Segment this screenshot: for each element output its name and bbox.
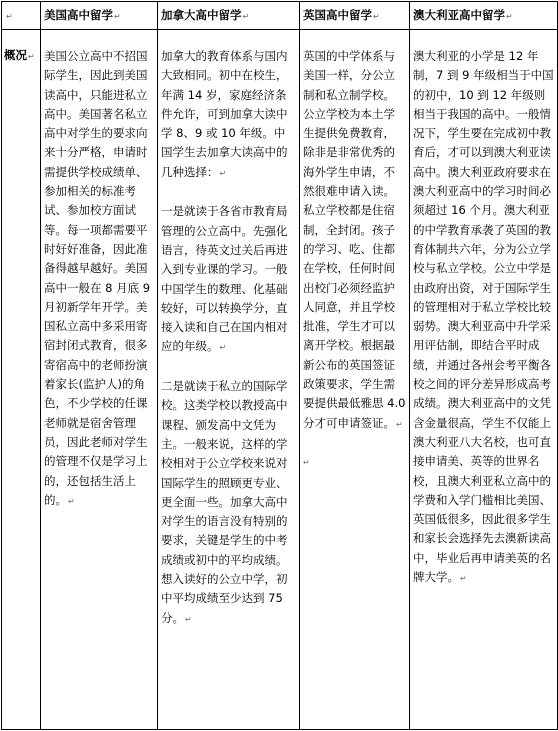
header-usa-text: 美国高中留学	[44, 8, 113, 22]
row-label-text: 概况	[4, 48, 27, 62]
row-label-overview	[2, 30, 41, 730]
header-usa	[41, 2, 158, 30]
uk-paragraph-text: 英国的中学体系与美国一样，分公立制和私立制学校。公立学校为本土学生提供免费教育，除非是非常优秀的海外学生申请，不然很难申请入读。私立学校都是住宿制，全封闭。孩子的学习、吃、住都在学校，任何时间出校门必须经监护人同意，并且学校批准，学生才可以离开学校。根据最新公布的英国签证政策要求，学生需要提供最低雅思 4.0 分才可申请签证。	[303, 49, 406, 430]
header-australia-text: 澳大利亚高中留学	[413, 8, 505, 22]
canada-paragraph-public	[161, 202, 296, 357]
corner-cell	[2, 2, 41, 30]
header-canada-text: 加拿大高中留学	[161, 8, 242, 22]
paragraph-mark: ↵	[219, 168, 227, 178]
paragraph-mark: ↵	[28, 52, 35, 61]
uk-paragraph	[303, 47, 406, 434]
cell-canada	[158, 30, 300, 730]
canada-public-text: 一是就读于各省市教育局管理的公立高中。先强化语言，待英文过关后再进入到专业课的学习。一般中国学生的数理、化基础较好，可以转换学分，直接入读和自己在国内相对应的年级。	[161, 204, 288, 354]
cell-australia	[410, 30, 558, 730]
usa-paragraph-text: 美国公立高中不招国际学生，因此到美国读高中，只能进私立高中。美国著名私立高中对学生的要求向来十分严格，申请时需提供学校成绩单、参加相关的标准考试、参加校方面试等。每一项都需要平时好好准备，因此准备得越早越好。美国高中一般在 8 月底 9 月初新学年开学。美国私立高中多采用寄宿封闭式教育，很多寄宿高中的老师扮演着家长(监护人)的角色，不少学校的任课老师就是宿舍管理员，因此老师对学生的管理不仅是学习上的，还包括生活上的。	[44, 49, 151, 507]
cell-usa	[41, 30, 158, 730]
canada-intro-text: 加拿大的教育体系与国内大致相同。初中在校生，年满 14 岁，家庭经济条件允许，可到加拿大读中学 8、9 或 10 年级。中国学生去加拿大读高中的几种选择：	[161, 49, 288, 179]
australia-paragraph-text: 澳大利亚的小学是 12 年制，7 到 9 年级相当于中国的初中，10 到 12 年级则相当于我国的高中。一般情况下，学生要在完成初中教育后，才可以到澳大利亚读高中。澳大利亚政府要求在澳大利亚高中的学习时间必须超过 16 个月。澳大利亚的中学教育承袭了英国的教育体制共六年，分为公立学校与私立学校。公立中学是由政府出资，对于国际学生的管理相对于私立学校比较弱势。澳大利亚高中升学采用评估制，即结合平时成绩，并通过各州会考平衡各校之间的评分差异形成高考成绩。澳大利亚高中的文凭含金量很高，学生不仅能上澳大利亚八大名校，也可直接申请美、英等的世界名校，且澳大利亚私立高中的学费和入学门槛相比美国、英国低很多，因此很多学生和家长会选择先去澳新读高中，毕业后再申请美英的名牌大学。	[413, 49, 554, 585]
canada-paragraph-intro	[161, 47, 296, 183]
overview-row	[2, 30, 558, 730]
header-uk	[300, 2, 410, 30]
header-row	[2, 2, 558, 30]
paragraph-mark: ↵	[506, 12, 513, 21]
paragraph-mark: ↵	[460, 574, 467, 584]
cell-uk	[300, 30, 410, 730]
paragraph-mark: ↵	[185, 614, 192, 624]
paragraph-mark: ↵	[68, 496, 75, 506]
header-uk-text: 英国高中留学	[303, 8, 372, 22]
paragraph-mark: ↵	[219, 343, 227, 353]
canada-paragraph-private	[161, 377, 296, 629]
paragraph-mark: ↵	[396, 419, 403, 429]
paragraph-mark: ↵	[114, 12, 121, 21]
canada-private-text: 二是就读于私立的国际学校。这类学校以教授高中课程、颁发高中文凭为主。一般来说，这样的学校相对于公立学校来说对国际学生的照顾更专业、更全面一些。加拿大高中对学生的语言没有特别的要求，关键是学生的中考成绩或初中的平均成绩。想入读好的公立中学，初中平均成绩至少达到 75 分。	[161, 379, 288, 625]
header-canada	[158, 2, 300, 30]
paragraph-mark: ↵	[6, 12, 13, 21]
paragraph-mark: ↵	[373, 12, 380, 21]
paragraph-mark: ↵	[303, 457, 310, 467]
usa-paragraph	[44, 47, 154, 511]
australia-paragraph	[413, 47, 554, 588]
paragraph-mark: ↵	[242, 12, 250, 21]
comparison-table	[1, 1, 558, 730]
header-australia	[410, 2, 558, 30]
